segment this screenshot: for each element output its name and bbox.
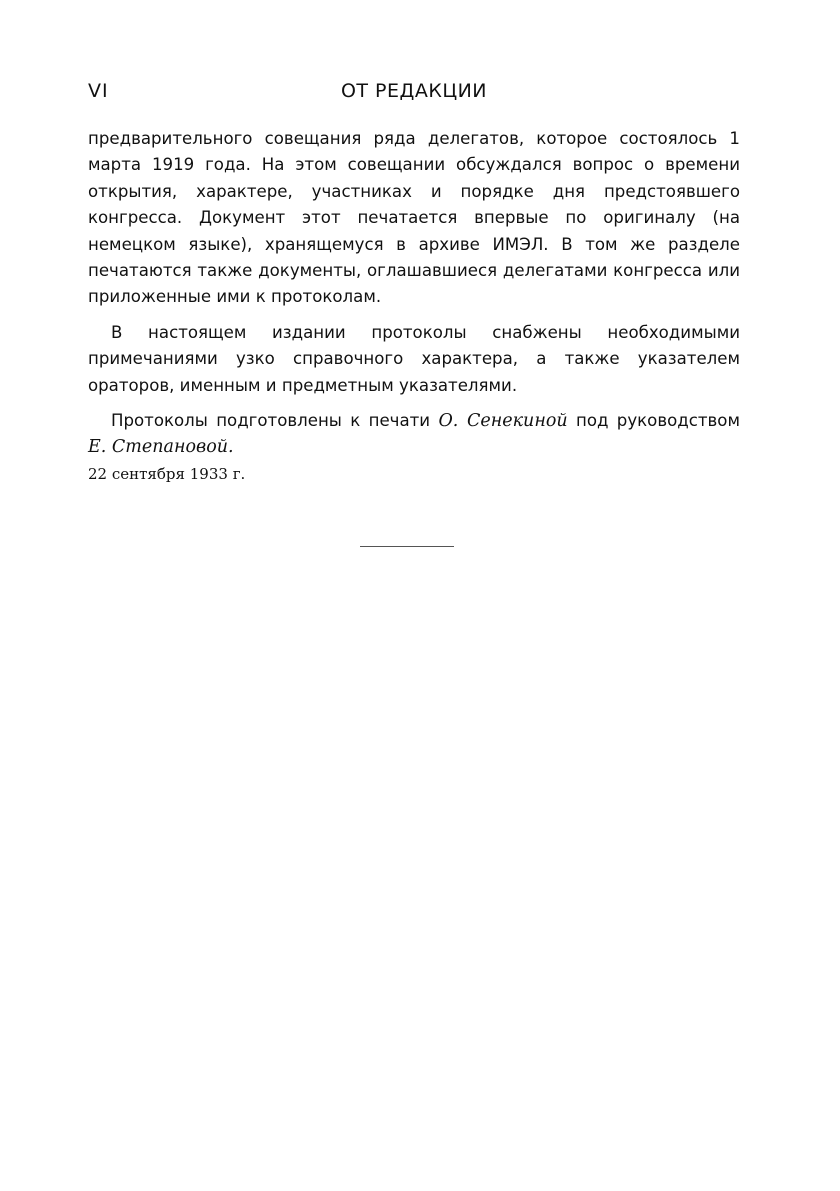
page-number: VI <box>88 80 109 102</box>
closing-rule <box>360 546 454 547</box>
paragraph-3-text-2: под руководством <box>576 411 740 431</box>
editor-name-2: Е. Степановой. <box>88 437 234 458</box>
paragraph-3 <box>88 408 740 461</box>
date-line: 22 сентября 1933 г. <box>88 465 246 483</box>
running-head: ОТ РЕДАКЦИИ <box>340 80 488 102</box>
editor-name-1: О. Сенекиной <box>438 411 568 432</box>
paragraph-3-text-1: Протоколы подготовлены к печати <box>111 411 431 431</box>
body-text <box>88 126 740 470</box>
paragraph-2: В настоящем издании протоколы снабжены необходимыми примечаниями узко справочного характера, а также указателем ораторов, именным и предметным указателями. <box>88 322 740 395</box>
page-header <box>88 80 740 110</box>
paragraph-1: предварительного совещания ряда делегатов, которое состоялось 1 марта 1919 года. На этом совещании обсуждался вопрос о времени открытия, характере, участниках и порядке дня предстоявшего конгресса. Документ этот печатается впервые по оригиналу (на немецком языке), хранящемуся в архиве ИМЭЛ. В том же разделе печатаются также документы, оглашавшиеся делегатами конгресса или приложенные ими к протоколам. <box>88 129 740 307</box>
